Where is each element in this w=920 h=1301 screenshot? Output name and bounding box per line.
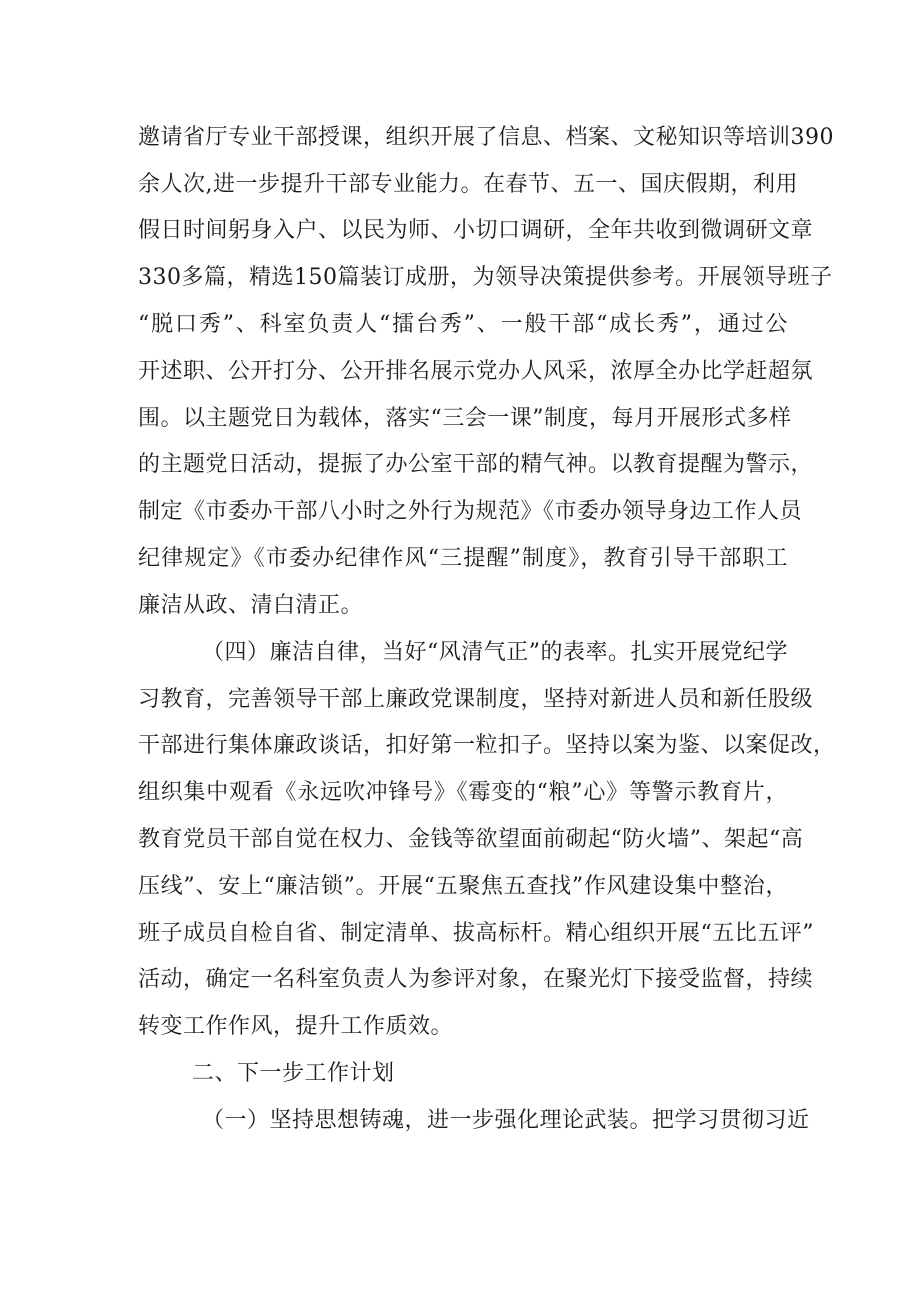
body-line-13: 习教育，完善领导干部上廉政党课制度，坚持对新进人员和新任股级 xyxy=(138,687,814,712)
body-line-14: 干部进行集体廉政谈话，扣好第一粒扣子。坚持以案为鉴、以案促改， xyxy=(138,733,836,758)
body-line-8: 的主题党日活动，提振了办公室干部的精气神。以教育提醒为警示， xyxy=(138,452,814,477)
body-line-2: 余人次,进一步提升干部专业能力。在春节、五一、国庆假期，利用 xyxy=(138,172,798,197)
body-line-5: “脱口秀”、科室负责人“擂台秀”、一般干部“成长秀”，通过公 xyxy=(138,312,788,337)
body-line-15: 组织集中观看《永远吹冲锋号》《霉变的“粮”心》等警示教育片， xyxy=(138,780,788,805)
body-line-3: 假日时间躬身入户、以民为师、小切口调研，全年共收到微调研文章 xyxy=(138,218,814,243)
body-line-9: 制定《市委办干部八小时之外行为规范》《市委办领导身边工作人员 xyxy=(138,499,803,524)
body-line-16: 教育党员干部自觉在权力、金钱等欲望面前砌起“防火墙”、架起“高 xyxy=(138,827,804,852)
body-line-7: 围。以主题党日为载体，落实“三会一课”制度，每月开展形式多样 xyxy=(138,406,792,431)
body-line-1: 邀请省厅专业干部授课，组织开展了信息、档案、文秘知识等培训390 xyxy=(138,125,834,150)
section-four-heading-line: （四）廉洁自律，当好“风清气正”的表率。扎实开展党纪学 xyxy=(202,640,788,665)
body-line-6: 开述职、公开打分、公开排名展示党办人风采，浓厚全办比学赶超氛 xyxy=(138,359,814,384)
body-line-17: 压线”、安上“廉洁锁”。开展“五聚焦五查找”作风建设集中整治， xyxy=(138,874,788,899)
body-line-19: 活动，确定一名科室负责人为参评对象，在聚光灯下接受监督，持续 xyxy=(138,967,814,992)
subsection-one-heading-line: （一）坚持思想铸魂，进一步强化理论武装。把学习贯彻习近 xyxy=(202,1108,810,1133)
body-line-4: 330多篇，精选150篇装订成册，为领导决策提供参考。开展领导班子 xyxy=(138,265,833,290)
body-line-20: 转变工作作风，提升工作质效。 xyxy=(138,1014,454,1039)
section-heading-next-plan: 二、下一步工作计划 xyxy=(192,1061,395,1086)
body-line-10: 纪律规定》《市委办纪律作风“三提醒”制度》，教育引导干部职工 xyxy=(138,546,788,571)
body-line-18: 班子成员自检自省、制定清单、拔高标杆。精心组织开展“五比五评” xyxy=(138,921,814,946)
body-line-11: 廉洁从政、清白清正。 xyxy=(138,593,364,618)
